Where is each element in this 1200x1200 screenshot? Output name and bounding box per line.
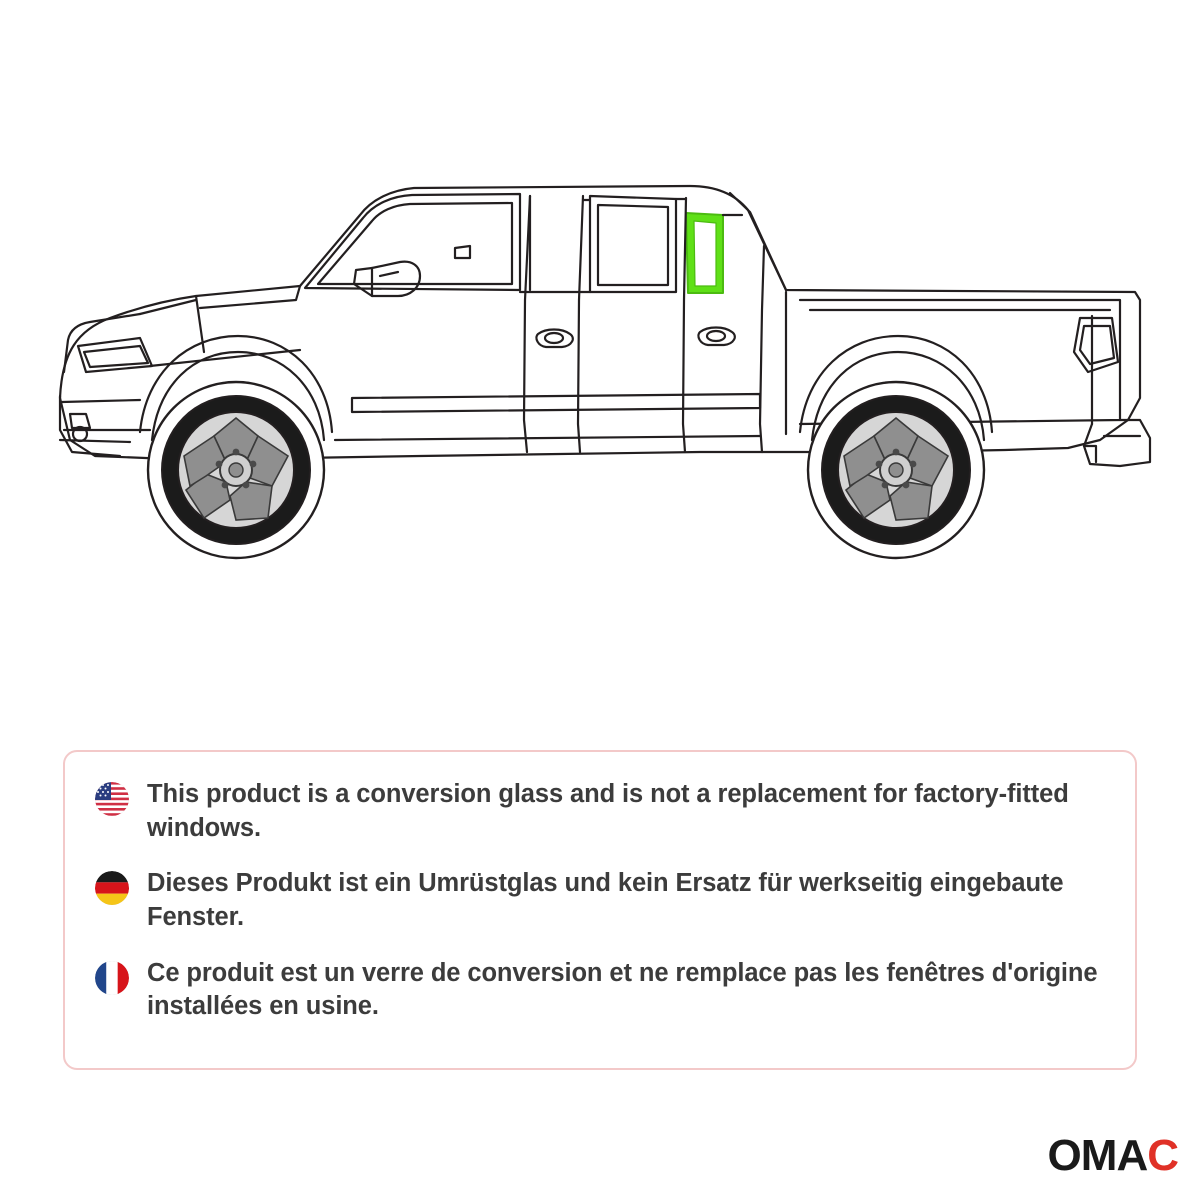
notice-row-en xyxy=(95,778,1105,845)
notice-row-de xyxy=(95,867,1105,934)
notice-row-fr xyxy=(95,957,1105,1024)
notice-text-fr: Ce produit est un verre de conversion et ne remplace pas les fenêtres d'origine installées en usine. xyxy=(147,958,1098,1021)
notice-text-de: Dieses Produkt ist ein Umrüstglas und kein Ersatz für werkseitig eingebaute Fenster. xyxy=(147,869,1064,931)
rear-wheel xyxy=(808,382,984,558)
logo-letter-m: M xyxy=(1080,1131,1117,1180)
fr-flag-icon xyxy=(95,961,129,995)
disclaimer-box xyxy=(63,750,1137,1070)
rear-quarter-conversion-glass xyxy=(686,213,723,293)
us-flag-icon xyxy=(95,782,129,816)
omac-logo xyxy=(1047,1131,1178,1180)
logo-letter-a: A xyxy=(1116,1131,1148,1180)
notice-text-en: This product is a conversion glass and is not a replacement for factory-fitted windows. xyxy=(147,780,1069,842)
logo-letter-o: O xyxy=(1047,1131,1081,1180)
front-wheel xyxy=(148,382,324,558)
logo-letter-c: C xyxy=(1147,1131,1178,1180)
de-flag-icon xyxy=(95,871,129,905)
